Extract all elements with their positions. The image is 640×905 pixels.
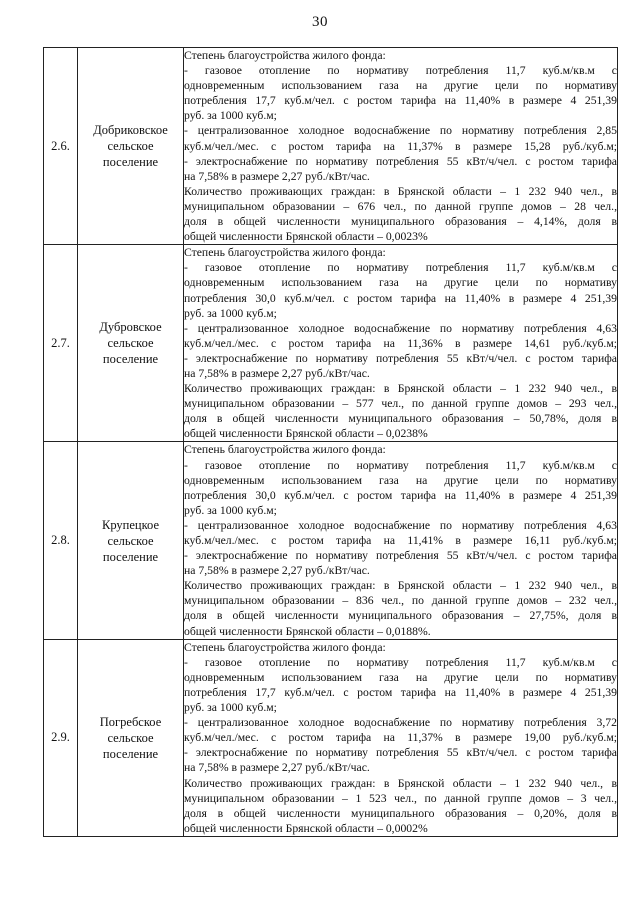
settlement-name-line: Крупецкое — [102, 517, 159, 532]
settlement-name-line: поселение — [102, 155, 159, 170]
description-line: Количество проживающих граждан: в Брянской области – 1 232 940 чел., в — [184, 776, 617, 790]
description-line: - централизованное холодное водоснабжение по нормативу потребления 4,63 — [184, 518, 617, 532]
housing-description — [184, 48, 618, 245]
table-body — [44, 48, 618, 837]
description-line: Количество проживающих граждан: в Брянской области – 1 232 940 чел., в — [184, 382, 617, 396]
description-line: общей численности Брянской области – 0,0238% — [184, 427, 428, 441]
page-number: 30 — [312, 14, 328, 30]
description-line: руб. за 1000 куб.м; — [184, 109, 277, 123]
settlement-name-line: Дубровское — [99, 320, 162, 335]
description-line: муниципальном образовании – 836 чел., по данной группе домов – 232 чел., — [184, 594, 617, 608]
description-line: доля в общей численности муниципального образования – 50,78%, доля в — [184, 412, 617, 426]
description-line: муниципальном образовании – 1 523 чел., по данной группе домов – 3 чел., — [184, 791, 617, 805]
description-line: муниципальном образовании – 676 чел., по данной группе домов – 28 чел., — [184, 199, 617, 213]
description-line: одновременным использованием газа на другие цели по нормативу — [184, 473, 617, 487]
settlement-name — [78, 245, 184, 442]
settlements-table — [43, 47, 618, 837]
settlement-name-line: сельское — [107, 730, 154, 745]
description-line: руб. за 1000 куб.м; — [184, 306, 277, 320]
description-line: на 7,58% в размере 2,27 руб./кВт/час. — [184, 169, 370, 183]
description-line: одновременным использованием газа на другие цели по нормативу — [184, 276, 617, 290]
description-line: Степень благоустройства жилого фонда: — [184, 49, 386, 62]
description-line: потребления 17,7 куб.м/чел. с ростом тарифа на 11,40% в размере 4 251,39 — [184, 94, 617, 108]
description-line: - централизованное холодное водоснабжение по нормативу потребления 3,72 — [184, 716, 617, 730]
description-line: Степень благоустройства жилого фонда: — [184, 443, 386, 457]
table-row — [44, 639, 618, 836]
description-line: одновременным использованием газа на другие цели по нормативу — [184, 670, 617, 684]
description-line: - электроснабжение по нормативу потребления 55 кВт/ч/чел. с ростом тарифа — [184, 549, 617, 563]
description-line: руб. за 1000 куб.м; — [184, 503, 277, 517]
settlement-name — [78, 639, 184, 836]
settlement-name-line: поселение — [102, 746, 159, 761]
table-row — [44, 442, 618, 639]
description-line: Степень благоустройства жилого фонда: — [184, 246, 386, 260]
settlement-name — [78, 48, 184, 245]
description-line: доля в общей численности муниципального образования – 27,75%, доля в — [184, 609, 617, 623]
settlement-name-line: Погребское — [99, 714, 162, 729]
description-line: муниципальном образовании – 577 чел., по данной группе домов – 293 чел., — [184, 397, 617, 411]
description-line: одновременным использованием газа на другие цели по нормативу — [184, 79, 617, 93]
description-line: на 7,58% в размере 2,27 руб./кВт/час. — [184, 366, 370, 380]
description-line: куб.м/чел./мес. с ростом тарифа на 11,37% в размере 19,00 руб./куб.м; — [184, 731, 617, 745]
settlement-name-line: поселение — [102, 352, 159, 367]
description-line: - электроснабжение по нормативу потребления 55 кВт/ч/чел. с ростом тарифа — [184, 154, 617, 168]
row-number: 2.8. — [44, 442, 78, 639]
description-line: Количество проживающих граждан: в Брянской области – 1 232 940 чел., в — [184, 579, 617, 593]
description-line: руб. за 1000 куб.м; — [184, 701, 277, 715]
settlement-name-line: Добриковское — [93, 123, 168, 138]
description-line: Степень благоустройства жилого фонда: — [184, 640, 386, 654]
settlement-name-line: сельское — [107, 533, 154, 548]
description-line: куб.м/чел./мес. с ростом тарифа на 11,41% в размере 16,11 руб./куб.м; — [184, 534, 617, 547]
description-line: доля в общей численности муниципального образования – 0,20%, доля в — [184, 806, 617, 820]
description-line: на 7,58% в размере 2,27 руб./кВт/час. — [184, 564, 370, 578]
housing-description — [184, 639, 618, 836]
description-line: на 7,58% в размере 2,27 руб./кВт/час. — [184, 761, 370, 775]
row-number: 2.9. — [44, 639, 78, 836]
settlement-name-line: сельское — [107, 139, 154, 154]
description-line: - газовое отопление по нормативу потребления 11,7 куб.м/кв.м с — [184, 261, 617, 275]
settlement-name-line: сельское — [107, 336, 154, 351]
table-row — [44, 245, 618, 442]
row-number: 2.7. — [44, 245, 78, 442]
description-line: потребления 17,7 куб.м/чел. с ростом тарифа на 11,40% в размере 4 251,39 — [184, 685, 617, 699]
settlement-name-line: поселение — [102, 549, 159, 564]
row-number: 2.6. — [44, 48, 78, 245]
table-row — [44, 48, 618, 245]
description-line: - электроснабжение по нормативу потребления 55 кВт/ч/чел. с ростом тарифа — [184, 351, 617, 365]
description-line: доля в общей численности муниципального образования – 4,14%, доля в — [184, 215, 617, 229]
housing-description — [184, 245, 618, 442]
description-line: общей численности Брянской области – 0,0002% — [184, 821, 428, 835]
description-line: потребления 30,0 куб.м/чел. с ростом тарифа на 11,40% в размере 4 251,39 — [184, 291, 617, 305]
description-line: общей численности Брянской области – 0,0188%. — [184, 624, 431, 638]
description-line: - газовое отопление по нормативу потребления 11,7 куб.м/кв.м с — [184, 64, 617, 78]
settlement-name — [78, 442, 184, 639]
description-line: - централизованное холодное водоснабжение по нормативу потребления 4,63 — [184, 321, 617, 335]
description-line: - электроснабжение по нормативу потребления 55 кВт/ч/чел. с ростом тарифа — [184, 746, 617, 760]
description-line: - газовое отопление по нормативу потребления 11,7 куб.м/кв.м с — [184, 458, 617, 472]
description-line: Количество проживающих граждан: в Брянской области – 1 232 940 чел., в — [184, 184, 617, 198]
description-line: куб.м/чел./мес. с ростом тарифа на 11,36% в размере 14,61 руб./куб.м; — [184, 336, 617, 350]
description-line: - газовое отопление по нормативу потребления 11,7 куб.м/кв.м с — [184, 655, 617, 669]
description-line: общей численности Брянской области – 0,0023% — [184, 230, 428, 244]
description-line: куб.м/чел./мес. с ростом тарифа на 11,37% в размере 15,28 руб./куб.м; — [184, 139, 617, 153]
description-line: - централизованное холодное водоснабжение по нормативу потребления 2,85 — [184, 124, 617, 138]
description-line: потребления 30,0 куб.м/чел. с ростом тарифа на 11,40% в размере 4 251,39 — [184, 488, 617, 502]
housing-description — [184, 442, 618, 639]
